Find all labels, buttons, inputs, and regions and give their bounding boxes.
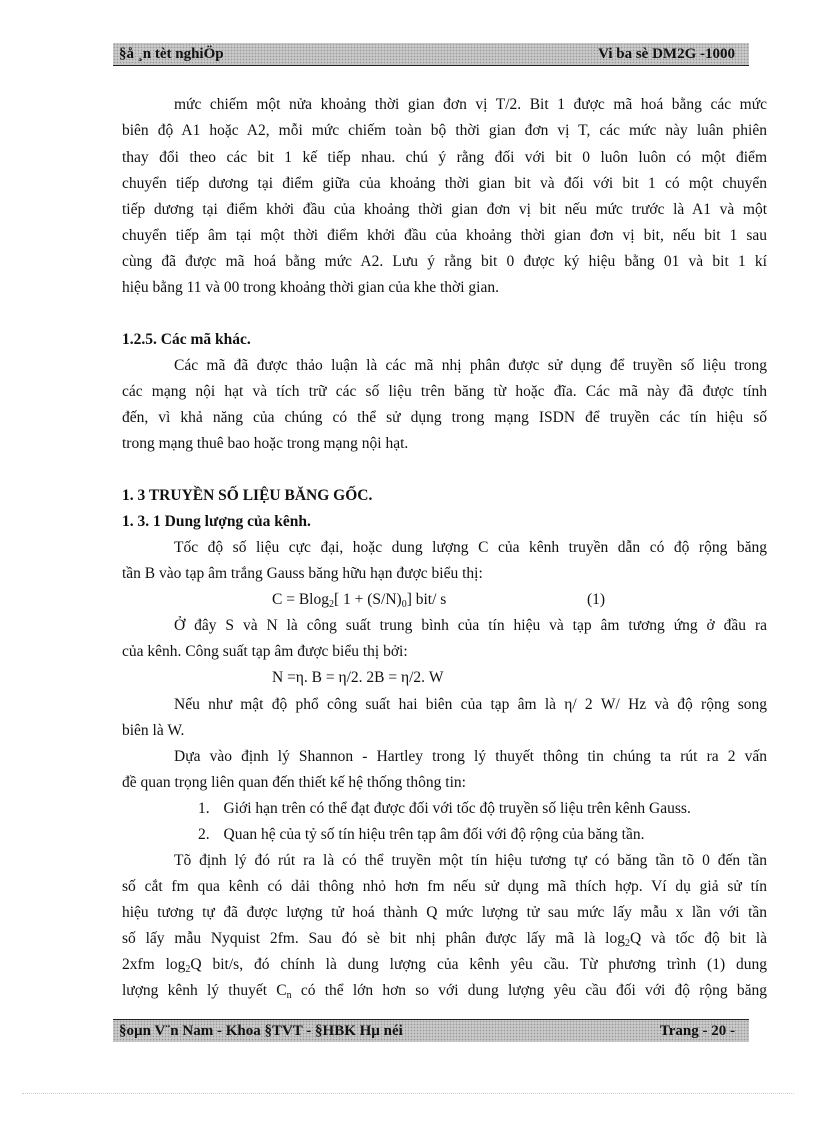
text-line: thay đổi theo các bit 1 kế tiếp nhau. chú ý rằng đối với bit 0 luôn luôn có một điểm	[122, 149, 767, 166]
text-line: trong mạng thuê bao hoặc trong mạng nội hạt.	[122, 435, 409, 452]
list-number: 2.	[198, 826, 210, 843]
text-line: đến, vì khả năng của chúng có thể sử dụng trong mạng ISDN để truyền các tín hiệu số	[122, 409, 767, 426]
list-item	[198, 822, 645, 848]
section-heading-1-3: 1. 3 TRUYỀN SỐ LIỆU BĂNG GỐC.	[122, 487, 373, 504]
text-line: mức chiếm một nửa khoảng thời gian đơn vị T/2. Bit 1 được mã hoá bằng các mức	[174, 96, 767, 113]
page-number: Trang - 20 -	[659, 1023, 735, 1039]
text-line: số lấy mẫu Nyquist 2fm. Sau đó sè bit nhị phân được lấy mã là $\log_2Q$ và tốc độ bit là	[122, 930, 768, 949]
page-break-line	[22, 1093, 794, 1094]
text-line: các mạng nội hạt và tích trữ các số liệu trên băng từ hoặc đĩa. Các mã này đã được tính	[122, 383, 767, 400]
section-heading-1-2-5: 1.2.5. Các mã khác.	[122, 331, 251, 348]
header-right: Vi ba sè DM2G -1000	[598, 46, 735, 62]
text-line: Tốc độ số liệu cực đại, hoặc dung lượng C của kênh truyền dẫn có độ rộng băng	[174, 539, 767, 556]
section-heading-1-3-1: 1. 3. 1 Dung lượng của kênh.	[122, 513, 311, 530]
text-line: Nếu như mật độ phổ công suất hai biên của tạp âm là η/ 2 W/ Hz và độ rộng song	[174, 696, 767, 713]
formula-capacity: C = Blog$_2$[ $1 + (S/N)_0$] bit/ s	[272, 591, 447, 610]
list-number: 1.	[198, 800, 210, 817]
text-line: biên độ A1 hoặc A2, mỗi mức chiếm toàn bộ thời gian đơn vị T, các mức này luân phiên	[122, 122, 767, 139]
list-text: Giới hạn trên có thể đạt được đối với tốc độ truyền số liệu trên kênh Gauss.	[223, 800, 691, 817]
text-line: Tõ định lý đó rút ra là có thể truyền một tín hiệu tương tự có băng tần tõ 0 đến tần	[174, 852, 767, 869]
text-line: lượng kênh lý thuyết $C_n$ có thể lớn hơn so với dung lượng yêu cầu đối với độ rộng băng	[122, 982, 767, 1001]
page-footer	[113, 1019, 749, 1042]
text-line: chuyển tiếp dương tại điểm giữa của khoảng thời gian bit và đối với bit 1 có một chuyển	[122, 175, 767, 192]
text-line: của kênh. Công suất tạp âm được biểu thị bởi:	[122, 643, 408, 660]
text-line: chuyển tiếp âm tại một thời điểm khởi đầu của khoảng thời gian đơn vị bit, nếu bit 1 sau	[122, 227, 767, 244]
formula-noise-power: N =η. B = η/2. 2B = η/2. W	[272, 669, 444, 686]
list-text: Quan hệ của tỷ số tín hiệu trên tạp âm đối với độ rộng của băng tần.	[223, 826, 645, 843]
text-line: số cắt fm qua kênh có dải thông nhỏ hơn fm nếu sử dụng mã thích hợp. Ví dụ giả sử tín	[122, 878, 767, 895]
text-line: Ở đây S và N là công suất trung bình của tín hiệu và tạp âm tương ứng ở đầu ra	[174, 617, 767, 634]
header-left: §å ¸n tèt nghiÖp	[119, 46, 224, 62]
text-line: hiệu tương tự đã được lượng tử hoá thành Q mức lượng tử sau mức lấy mẫu x lần với tần	[122, 904, 767, 921]
text-line: Các mã đã được thảo luận là các mã nhị phân được sử dụng để truyền số liệu trong	[174, 357, 767, 374]
text-line: cùng đã được mã hoá bằng mức A2. Lưu ý rằng bit 0 được ký hiệu bằng 01 và bit 1 kí	[122, 253, 767, 270]
text-line: tiếp dương tại điểm khởi đầu của khoảng thời gian đơn vị bit nếu mức trước là A1 và một	[122, 201, 767, 218]
page-header	[113, 43, 749, 66]
list-item	[198, 796, 691, 822]
text-line: đề quan trọng liên quan đến thiết kế hệ thống thông tin:	[122, 774, 466, 791]
text-line: 2xfm $\log_2Q$ bit/s, đó chính là dung lượng của kênh yêu cầu. Từ phương trình (1) dung	[122, 956, 767, 975]
text-line: hiệu bằng 11 và 00 trong khoảng thời gian của khe thời gian.	[122, 279, 499, 296]
footer-left: §oµn V¨n Nam - Khoa §TVT - §HBK Hµ néi	[119, 1023, 403, 1039]
text-line: tần B vào tạp âm trắng Gauss băng hữu hạn được biểu thị:	[122, 565, 483, 582]
formula-number: (1)	[587, 591, 606, 608]
text-line: biên là W.	[122, 722, 185, 739]
text-line: Dựa vào định lý Shannon - Hartley trong lý thuyết thông tin chúng ta rút ra 2 vấn	[174, 748, 767, 765]
